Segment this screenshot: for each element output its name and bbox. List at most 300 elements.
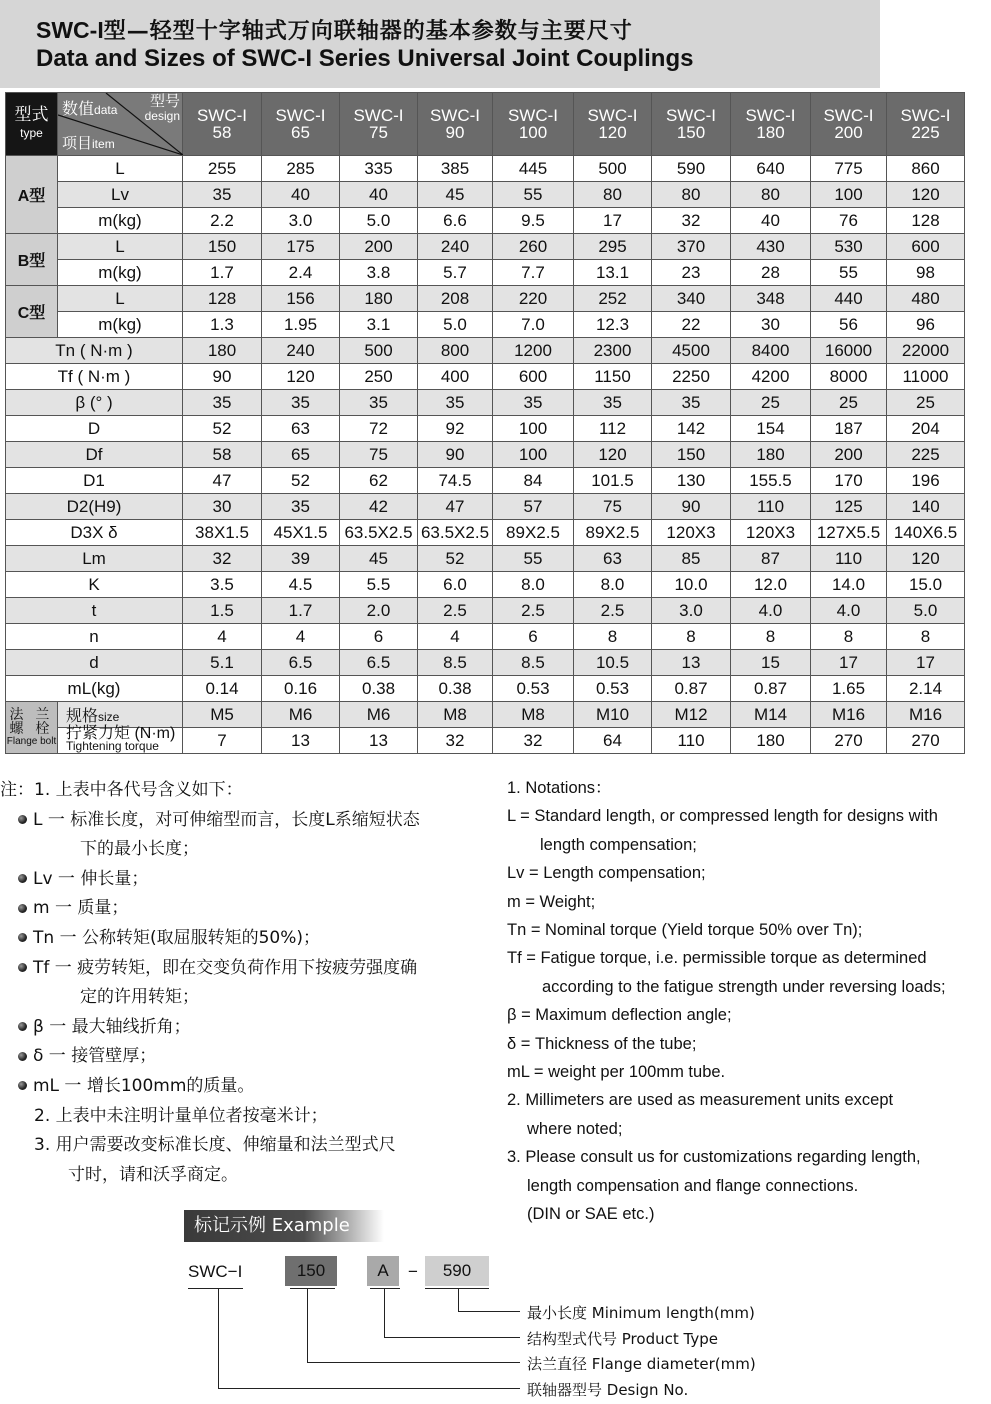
table-cell: 295	[574, 234, 652, 260]
table-row	[6, 234, 965, 260]
table-cell: 150	[183, 234, 262, 260]
table-cell: 127X5.5	[811, 520, 887, 546]
table-cell: 0.87	[652, 676, 731, 702]
note-en-item: Tn = Nominal torque (Yield torque 50% over Tn);	[507, 921, 863, 940]
table-cell: 7.7	[493, 260, 574, 286]
table-cell: 3.8	[340, 260, 418, 286]
table-cell: 156	[262, 286, 340, 312]
table-cell: 120	[574, 442, 652, 468]
param-label: d	[6, 650, 183, 676]
table-cell: 140X6.5	[887, 520, 965, 546]
table-cell: 2.5	[493, 598, 574, 624]
table-row	[6, 286, 965, 312]
bullet-icon	[18, 874, 27, 883]
example-label-design-no: 联轴器型号 Design No.	[527, 1381, 689, 1399]
connector-line	[458, 1311, 520, 1312]
table-cell: 13	[652, 650, 731, 676]
bolt-label-en: size	[98, 710, 120, 724]
table-cell: 200	[340, 234, 418, 260]
param-label: Tf ( N·m )	[6, 364, 183, 390]
connector-line	[384, 1288, 385, 1338]
table-cell: 240	[418, 234, 493, 260]
table-cell: 90	[652, 494, 731, 520]
table-cell: M6	[340, 702, 418, 728]
table-cell: 0.53	[574, 676, 652, 702]
table-cell: 28	[731, 260, 811, 286]
table-cell: 17	[887, 650, 965, 676]
table-cell: 100	[493, 416, 574, 442]
param-label: Lv	[58, 182, 183, 208]
table-cell: 80	[652, 182, 731, 208]
table-cell: 92	[418, 416, 493, 442]
table-cell: M12	[652, 702, 731, 728]
note-cn-item: L 一 标准长度，对可伸缩型而言，长度L系缩短状态	[0, 806, 495, 836]
note-cn-item: 2. 上表中未注明计量单位者按毫米计；	[34, 1105, 328, 1126]
title-english: Data and Sizes of SWC-I Series Universal Joint Couplings	[36, 45, 694, 72]
table-cell: 270	[887, 728, 965, 754]
table-cell: 58	[183, 442, 262, 468]
connector-line	[307, 1288, 308, 1363]
table-cell: 55	[493, 182, 574, 208]
table-cell: 400	[418, 364, 493, 390]
table-cell: 2.5	[418, 598, 493, 624]
param-label: L	[58, 156, 183, 182]
table-cell: 35	[652, 390, 731, 416]
example-type-box: A	[367, 1256, 399, 1286]
table-cell: 335	[340, 156, 418, 182]
table-row	[6, 416, 965, 442]
model-header: SWC-I 200	[811, 93, 887, 156]
table-cell: 1.95	[262, 312, 340, 338]
table-cell: 89X2.5	[493, 520, 574, 546]
table-cell: 89X2.5	[574, 520, 652, 546]
design-header: 型号 design	[144, 93, 180, 123]
table-cell: 100	[811, 182, 887, 208]
table-cell: 120X3	[731, 520, 811, 546]
diagonal-header	[58, 93, 183, 156]
table-cell: 100	[493, 442, 574, 468]
example-dash: −	[408, 1262, 418, 1281]
table-cell: 32	[418, 728, 493, 754]
note-cn-item: Tn 一 公称转矩(取屈服转矩的50%)；	[0, 924, 495, 954]
table-row	[6, 390, 965, 416]
table-cell: 16000	[811, 338, 887, 364]
notes-english	[507, 774, 991, 1229]
table-cell: 57	[493, 494, 574, 520]
table-cell: 30	[731, 312, 811, 338]
note-cn-item: 下的最小长度；	[80, 839, 199, 860]
param-label: D2(H9)	[6, 494, 183, 520]
param-label: L	[58, 286, 183, 312]
table-row	[6, 520, 965, 546]
spec-table	[5, 92, 965, 754]
table-cell: 4.0	[731, 598, 811, 624]
param-label: Lm	[6, 546, 183, 572]
table-cell: 600	[493, 364, 574, 390]
table-cell: 4	[418, 624, 493, 650]
table-cell: 0.53	[493, 676, 574, 702]
model-header: SWC-I 75	[340, 93, 418, 156]
note-cn-item: Lv 一 伸长量；	[0, 865, 495, 895]
group-b-label: B型	[6, 234, 58, 286]
table-cell: 180	[731, 442, 811, 468]
table-cell: 270	[811, 728, 887, 754]
table-cell: 52	[262, 468, 340, 494]
table-cell: 90	[183, 364, 262, 390]
bolt-param-label	[58, 702, 183, 728]
table-cell: 155.5	[731, 468, 811, 494]
table-cell: 39	[262, 546, 340, 572]
table-cell: 56	[811, 312, 887, 338]
table-cell: 1150	[574, 364, 652, 390]
underline	[290, 1288, 335, 1289]
table-cell: 72	[340, 416, 418, 442]
table-cell: 260	[493, 234, 574, 260]
table-cell: 208	[418, 286, 493, 312]
table-cell: 440	[811, 286, 887, 312]
type-header	[6, 93, 58, 156]
table-cell: 110	[731, 494, 811, 520]
table-cell: 175	[262, 234, 340, 260]
note-en-item: m = Weight;	[507, 892, 596, 911]
table-cell: 40	[262, 182, 340, 208]
table-cell: 3.1	[340, 312, 418, 338]
bullet-icon	[18, 963, 27, 972]
table-cell: 5.7	[418, 260, 493, 286]
table-cell: 180	[340, 286, 418, 312]
table-cell: 110	[652, 728, 731, 754]
note-en-item: 3. Please consult us for customizations regarding length,	[507, 1148, 921, 1167]
flange-en: Flange bolt	[6, 735, 57, 747]
param-label: t	[6, 598, 183, 624]
table-cell: M6	[262, 702, 340, 728]
table-cell: 220	[493, 286, 574, 312]
table-cell: 62	[340, 468, 418, 494]
table-cell: 25	[887, 390, 965, 416]
table-cell: 348	[731, 286, 811, 312]
table-cell: 140	[887, 494, 965, 520]
table-cell: 7	[183, 728, 262, 754]
table-row	[6, 338, 965, 364]
param-label: Tn ( N·m )	[6, 338, 183, 364]
table-cell: 65	[262, 442, 340, 468]
table-cell: 10.0	[652, 572, 731, 598]
notes-cn-heading: 注：1. 上表中各代号含义如下：	[0, 780, 243, 800]
table-cell: 55	[493, 546, 574, 572]
table-cell: M16	[887, 702, 965, 728]
table-cell: 225	[887, 442, 965, 468]
table-cell: 10.5	[574, 650, 652, 676]
table-row	[6, 156, 965, 182]
note-en-item: (DIN or SAE etc.)	[527, 1205, 655, 1224]
table-cell: 63.5X2.5	[418, 520, 493, 546]
table-cell: 370	[652, 234, 731, 260]
table-row	[6, 546, 965, 572]
table-cell: 101.5	[574, 468, 652, 494]
table-cell: 76	[811, 208, 887, 234]
table-cell: 40	[731, 208, 811, 234]
table-row	[6, 494, 965, 520]
table-cell: 84	[493, 468, 574, 494]
table-cell: 6.5	[262, 650, 340, 676]
table-row	[6, 572, 965, 598]
connector-line	[384, 1337, 520, 1338]
flange-cn-1: 法 兰	[9, 705, 54, 722]
table-cell: 35	[262, 494, 340, 520]
table-cell: 2250	[652, 364, 731, 390]
table-cell: 120	[887, 546, 965, 572]
table-cell: 2.2	[183, 208, 262, 234]
param-label: K	[6, 572, 183, 598]
connector-line	[307, 1362, 520, 1363]
table-cell: 860	[887, 156, 965, 182]
table-cell: 5.1	[183, 650, 262, 676]
table-cell: 2.14	[887, 676, 965, 702]
table-cell: 1.7	[183, 260, 262, 286]
param-label: D	[6, 416, 183, 442]
example-label-product-type: 结构型式代号 Product Type	[527, 1330, 718, 1348]
table-cell: 8	[574, 624, 652, 650]
table-cell: 6.5	[340, 650, 418, 676]
param-label: m(kg)	[58, 208, 183, 234]
table-cell: 74.5	[418, 468, 493, 494]
underline	[370, 1288, 400, 1289]
note-cn-item: 定的许用转矩；	[80, 987, 199, 1008]
type-header-cn: 型式	[14, 105, 49, 124]
table-cell: 6.0	[418, 572, 493, 598]
table-cell: 15.0	[887, 572, 965, 598]
table-cell: 8.0	[574, 572, 652, 598]
bolt-label-cn: 规格	[66, 708, 99, 725]
table-cell: 22	[652, 312, 731, 338]
table-cell: 430	[731, 234, 811, 260]
param-label: mL(kg)	[6, 676, 183, 702]
table-cell: M5	[183, 702, 262, 728]
table-cell: 17	[574, 208, 652, 234]
table-cell: 40	[340, 182, 418, 208]
table-cell: 0.38	[340, 676, 418, 702]
bullet-icon	[18, 815, 27, 824]
flange-bolt-label	[6, 702, 58, 754]
table-cell: 25	[731, 390, 811, 416]
table-cell: 180	[183, 338, 262, 364]
bullet-icon	[18, 1052, 27, 1061]
table-cell: 96	[887, 312, 965, 338]
table-cell: 7.0	[493, 312, 574, 338]
table-cell: 3.0	[262, 208, 340, 234]
table-cell: 200	[811, 442, 887, 468]
table-cell: 8	[811, 624, 887, 650]
table-cell: 2.5	[574, 598, 652, 624]
table-cell: 500	[574, 156, 652, 182]
connector-line	[218, 1388, 520, 1389]
table-row	[6, 468, 965, 494]
table-cell: 55	[811, 260, 887, 286]
table-row	[6, 598, 965, 624]
table-cell: 530	[811, 234, 887, 260]
table-cell: 15	[731, 650, 811, 676]
note-en-item: L = Standard length, or compressed length for designs with	[507, 807, 938, 826]
note-en-item: mL = weight per 100mm tube.	[507, 1063, 726, 1082]
table-cell: 2.0	[340, 598, 418, 624]
group-a-label: A型	[6, 156, 58, 234]
table-row	[6, 312, 965, 338]
example-label-flange-diameter: 法兰直径 Flange diameter(mm)	[527, 1355, 756, 1373]
item-header: 项目item	[62, 135, 115, 152]
table-cell: 130	[652, 468, 731, 494]
table-cell: 255	[183, 156, 262, 182]
table-cell: 64	[574, 728, 652, 754]
table-cell: 35	[183, 390, 262, 416]
table-row	[6, 676, 965, 702]
note-en-item: 2. Millimeters are used as measurement units except	[507, 1091, 894, 1110]
table-cell: 340	[652, 286, 731, 312]
table-cell: 13.1	[574, 260, 652, 286]
table-cell: 120	[262, 364, 340, 390]
table-cell: 445	[493, 156, 574, 182]
table-cell: 6	[493, 624, 574, 650]
table-cell: 75	[574, 494, 652, 520]
table-cell: 22000	[887, 338, 965, 364]
table-cell: 90	[418, 442, 493, 468]
title-chinese	[36, 14, 633, 45]
table-row	[6, 364, 965, 390]
table-cell: 250	[340, 364, 418, 390]
table-cell: 63	[262, 416, 340, 442]
table-cell: 187	[811, 416, 887, 442]
table-cell: 4	[262, 624, 340, 650]
table-cell: 87	[731, 546, 811, 572]
notes-en-heading: 1. Notations：	[507, 779, 612, 797]
model-header: SWC-I 65	[262, 93, 340, 156]
note-cn-item: δ 一 接管壁厚；	[0, 1042, 495, 1072]
table-cell: 8	[731, 624, 811, 650]
table-cell: M14	[731, 702, 811, 728]
table-cell: 13	[262, 728, 340, 754]
note-en-item: β = Maximum deflection angle;	[507, 1006, 732, 1025]
table-cell: 45	[418, 182, 493, 208]
bullet-icon	[18, 904, 27, 913]
underline	[425, 1288, 489, 1289]
type-header-en: type	[20, 126, 43, 140]
bullet-icon	[18, 933, 27, 942]
table-cell: 1.5	[183, 598, 262, 624]
table-cell: 4.5	[262, 572, 340, 598]
data-header: 数值data	[62, 101, 118, 118]
model-header: SWC-I 120	[574, 93, 652, 156]
table-cell: 5.0	[887, 598, 965, 624]
connector-line	[458, 1288, 459, 1312]
table-cell: 180	[731, 728, 811, 754]
param-label: m(kg)	[58, 260, 183, 286]
model-header: SWC-I 58	[183, 93, 262, 156]
note-en-item: according to the fatigue strength under reversing loads;	[542, 977, 946, 996]
example-flange-box: 150	[285, 1256, 337, 1286]
note-en-item: length compensation and flange connections.	[527, 1176, 859, 1195]
table-cell: 500	[340, 338, 418, 364]
table-cell: 1.65	[811, 676, 887, 702]
table-cell: 23	[652, 260, 731, 286]
table-cell: 17	[811, 650, 887, 676]
table-cell: 12.3	[574, 312, 652, 338]
table-cell: 32	[183, 546, 262, 572]
note-cn-item: Tf 一 疲劳转矩，即在交变负荷作用下按疲劳强度确	[0, 954, 495, 984]
table-cell: 775	[811, 156, 887, 182]
note-en-item: Tf = Fatigue torque, i.e. permissible torque as determined	[507, 949, 927, 968]
table-cell: 150	[652, 442, 731, 468]
table-cell: 45	[340, 546, 418, 572]
notes-chinese	[0, 776, 495, 1190]
table-row	[6, 442, 965, 468]
connector-line	[218, 1288, 219, 1389]
param-label: D3X δ	[6, 520, 183, 546]
table-cell: 6	[340, 624, 418, 650]
note-cn-item: 寸时，请和沃孚商定。	[68, 1164, 238, 1185]
table-cell: M10	[574, 702, 652, 728]
table-cell: 170	[811, 468, 887, 494]
title-cn-prefix: SWC-I	[36, 17, 104, 43]
note-cn-item: β 一 最大轴线折角；	[0, 1013, 495, 1043]
note-en-item: Lv = Length compensation;	[507, 864, 706, 883]
example-heading: 标记示例 Example	[184, 1210, 384, 1242]
model-header: SWC-I 150	[652, 93, 731, 156]
table-cell: 0.14	[183, 676, 262, 702]
example-length-box: 590	[425, 1256, 489, 1286]
table-cell: 204	[887, 416, 965, 442]
table-cell: 128	[887, 208, 965, 234]
table-cell: 35	[574, 390, 652, 416]
example-label-min-length: 最小长度 Minimum length(mm)	[527, 1304, 755, 1322]
param-label: D1	[6, 468, 183, 494]
note-cn-item: m 一 质量；	[0, 894, 495, 924]
table-row	[6, 208, 965, 234]
table-cell: 154	[731, 416, 811, 442]
flange-cn-2: 螺 栓	[9, 719, 54, 736]
table-cell: 640	[731, 156, 811, 182]
table-row	[6, 624, 965, 650]
table-cell: 240	[262, 338, 340, 364]
model-header: SWC-I 225	[887, 93, 965, 156]
table-row	[6, 260, 965, 286]
table-cell: M16	[811, 702, 887, 728]
table-cell: 35	[183, 182, 262, 208]
note-cn-item: 3. 用户需要改变标准长度、伸缩量和法兰型式尺	[34, 1135, 396, 1156]
table-cell: 11000	[887, 364, 965, 390]
model-header: SWC-I 180	[731, 93, 811, 156]
table-row	[6, 702, 965, 728]
table-cell: 600	[887, 234, 965, 260]
table-cell: 8000	[811, 364, 887, 390]
underline	[188, 1288, 243, 1289]
table-cell: 35	[262, 390, 340, 416]
table-cell: 8400	[731, 338, 811, 364]
table-header-row	[6, 93, 965, 156]
bolt-label-en: Tightening torque	[66, 739, 159, 753]
table-cell: 75	[340, 442, 418, 468]
table-cell: 385	[418, 156, 493, 182]
table-cell: 0.87	[731, 676, 811, 702]
table-cell: 1.7	[262, 598, 340, 624]
example-code-prefix: SWC−I	[188, 1262, 243, 1281]
table-cell: 38X1.5	[183, 520, 262, 546]
table-cell: 52	[418, 546, 493, 572]
table-cell: 8.5	[493, 650, 574, 676]
bolt-param-label	[58, 725, 183, 754]
table-cell: 0.16	[262, 676, 340, 702]
table-cell: 80	[574, 182, 652, 208]
title-band	[0, 0, 880, 88]
model-header: SWC-I 100	[493, 93, 574, 156]
